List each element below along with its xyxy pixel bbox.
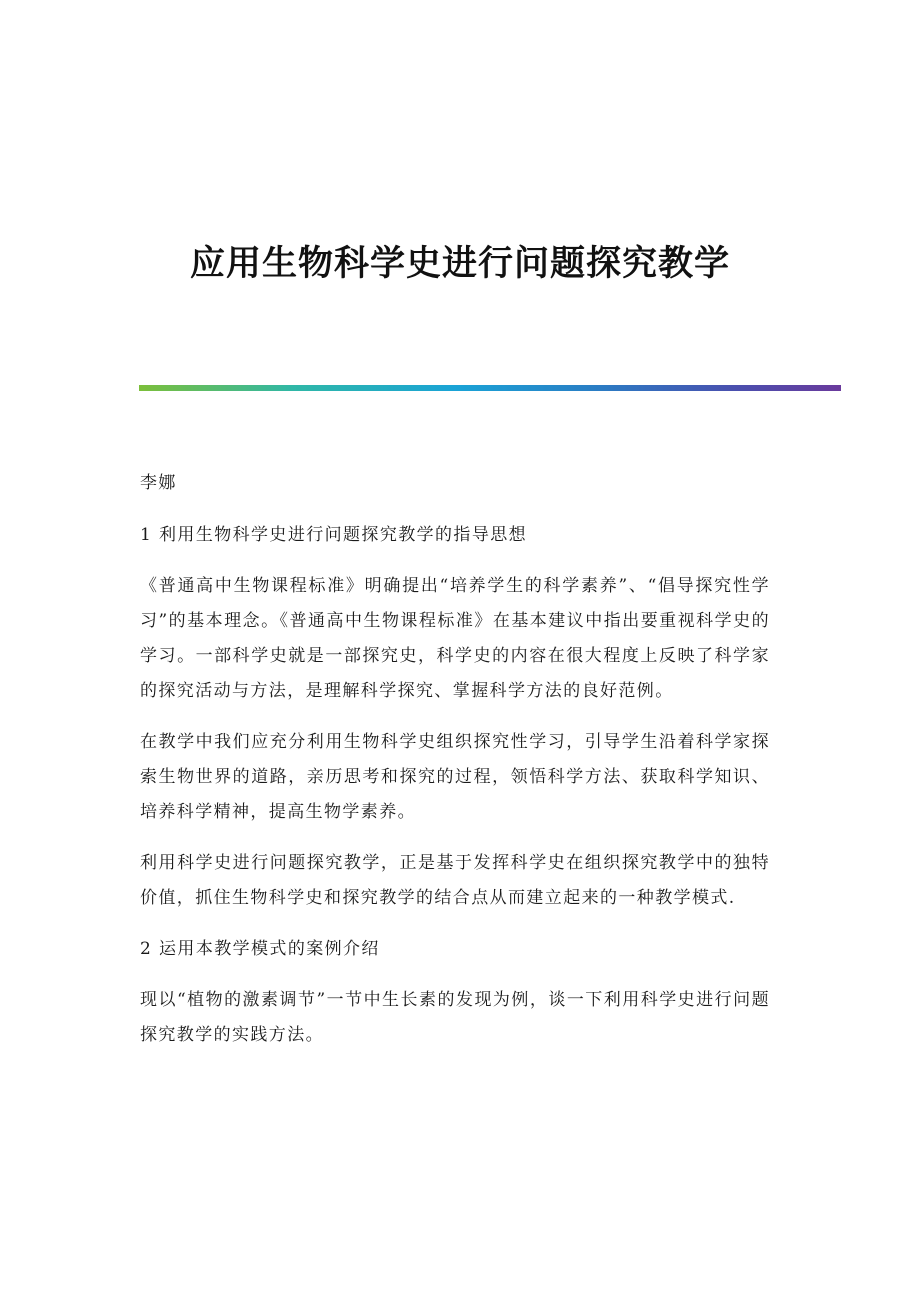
paragraph: 在教学中我们应充分利用生物科学史组织探究性学习，引导学生沿着科学家探索生物世界的道路，亲历思考和探究的过程，领悟科学方法、获取科学知识、培养科学精神，提高生物学素养。: [140, 732, 770, 822]
section-heading-2: 2 运用本教学模式的案例介绍: [140, 939, 380, 959]
paragraph: 《普通高中生物课程标准》明确提出“培养学生的科学素养”、“倡导探究性学习”的基本理念。《普通高中生物课程标准》在基本建议中指出要重视科学史的学习。一部科学史就是一部探究史，科学史的内容在很大程度上反映了科学家的探究活动与方法，是理解科学探究、掌握科学方法的良好范例。: [140, 576, 770, 701]
paragraph: 利用科学史进行问题探究教学，正是基于发挥科学史在组织探究教学中的独特价值，抓住生物科学史和探究教学的结合点从而建立起来的一种教学模式.: [140, 853, 770, 908]
document-body: [140, 466, 770, 1069]
author-name: 李娜: [140, 473, 177, 493]
paragraph: 现以“植物的激素调节”一节中生长素的发现为例，谈一下利用科学史进行问题探究教学的实践方法。: [140, 990, 770, 1045]
page-title: 应用生物科学史进行问题探究教学: [189, 243, 730, 285]
title-divider: [139, 385, 841, 391]
section-heading-1: 1 利用生物科学史进行问题探究教学的指导思想: [140, 525, 528, 545]
